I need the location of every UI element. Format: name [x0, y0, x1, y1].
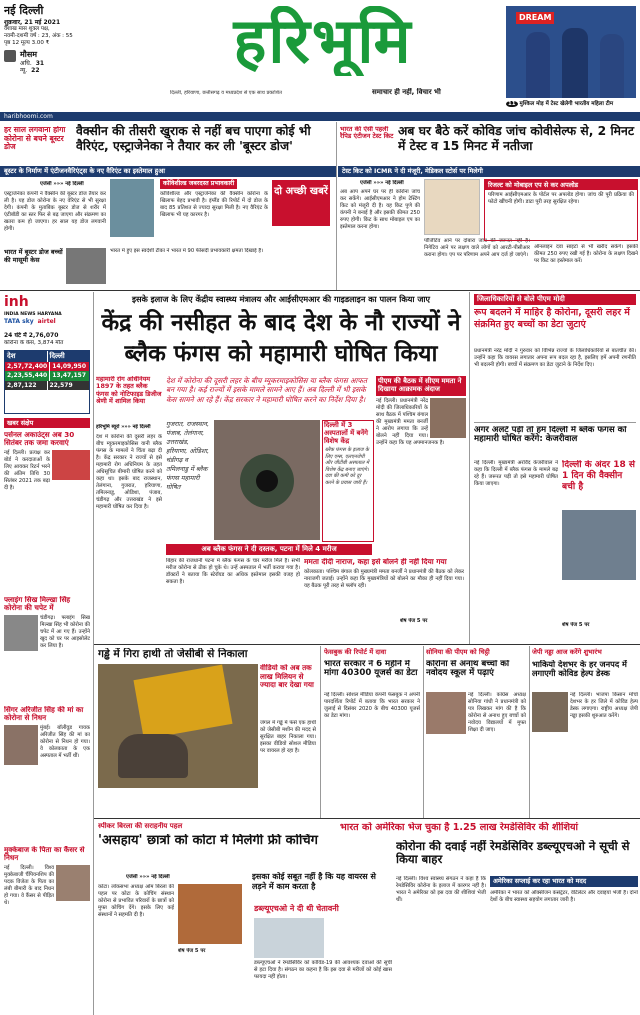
sonia-photo: [426, 692, 466, 734]
player-figure: [600, 34, 624, 98]
lead-side-kicker: महामारी रोग अधिनियम 1897 के तहत ब्लैक फंगस को नोटिफाइड डिजीज श्रेणी में शामिल किया: [96, 376, 162, 406]
covishield-title: कोविशील्ड जबरदस्त प्रभावकारी: [160, 179, 237, 189]
center-body-3: पॉजिटिव आने पर दोबारा जांच की जरूरत नहीं है। निगेटिव आने पर लक्षण वाले लोगों को आरटी-पीसीआर कराना होगा। एप पर परिणाम अपने आप दर्ज हो जाएंगे।: [424, 238, 530, 259]
elephant-photo-text: वीडियो को अब तक लाख मिलियन से ज्यादा बार देखा गया: [260, 664, 314, 690]
stat-delhi-recovered: 13,47,157: [49, 371, 89, 381]
player-figure: [562, 28, 588, 98]
fb-kicker: फेसबुक की रिपोर्ट में दावा: [324, 648, 387, 656]
sonia-body: नई दिल्ली। कांग्रेस अध्यक्ष सोनिया गांधी ने प्रधानमंत्री को पत्र लिखकर मांग की है कि कोरोना से अनाथ हुए बच्चों को नवोदय विद्यालयों में मुफ्त शिक्षा दी जाए।: [468, 692, 526, 734]
sonia-title: कोरोना से अनाथ बच्चों को नवोदय स्कूल में पढ़ाएं: [426, 660, 510, 679]
kejriwal-body: नई दिल्ली। मुख्यमंत्री अरविंद केजरीवाल ने कहा कि दिल्ली में ब्लैक फंगस के मामले बढ़ रहे हैं। जरूरत पड़ी तो इसे महामारी घोषित किया जाएगा।: [474, 460, 558, 488]
delhi-hospital-title: दिल्ली में 3 अस्पतालों में बनेंगे विशेष केंद्र: [324, 421, 368, 445]
covid-stat-line1: 24 घंटे में 2,76,070: [4, 332, 59, 339]
vaccine-photo: [110, 179, 154, 237]
lead-body: देश में कोरोना की दूसरी लहर के बीच म्यूकरमाइकोसिस यानी ब्लैक फंगस के मामलों ने चिंता बढ़ा दी है। केंद्र सरकार ने राज्यों से इसे महामारी रोग अधिनियम के तहत अधिसूचित बीमारी घोषित करने को कहा था। इसके बाद राजस्थान, तेलंगाना, गुजरात, हरियाणा, तमिलनाडु, ओडिशा, पंजाब, चंडीगढ़ और उत्तराखंड ने इसे महामारी घोषित कर दिया है।: [96, 434, 162, 511]
masthead: [0, 0, 640, 112]
covid-stat-line2: कोरोना के केस, 3,874 मौत: [4, 340, 64, 346]
eye-pupil: [256, 470, 278, 492]
lead-kicker: इसके इलाज के लिए केंद्रीय स्वास्थ्य मंत्रालय और आईसीएमआर की गाइडलाइन का पालन किया जाए: [131, 294, 431, 304]
usa-bar: अमेरिका सप्लाई कर रहा भारत को मदद: [490, 876, 638, 887]
kejriwal-photo: [562, 510, 636, 580]
weather-icon: [4, 50, 16, 62]
masthead-info: [4, 4, 124, 112]
masthead-info3: पृष्ठ 12 मूल्य 3.00 ₹: [4, 40, 50, 46]
center-headline: अब घर बैठे करें कोविड जांच कोवीसेल्फ से, 2 मिनट में टेस्ट व 15 मिनट में नतीजा: [398, 124, 635, 153]
center-body-2: अब आप अपने घर पर ही कोरोना जांच कर सकेंगे। आईसीएमआर ने होम टेस्टिंग किट को मंजूरी दी है। यह किट पुणे की कंपनी ने बनाई है और इसकी कीमत 250 रुपए होगी। किट के साथ मोबाइल एप का इस्तेमाल करना होगा।: [340, 189, 420, 231]
brief-2-title: फ्लाइंग सिख मिल्खा सिंह कोरोना की चपेट में: [4, 596, 71, 613]
inh-logo: inh: [4, 294, 29, 310]
birla-photo: [178, 884, 242, 944]
pm-meeting-photo: [430, 398, 466, 438]
airtel-logo: airtel: [37, 318, 56, 325]
masthead-info2: नवमी-दशमी वर्ष : 23, अंक : 55: [4, 33, 73, 40]
red-result-box: [484, 179, 638, 241]
brief-3-body: मुंबई। बॉलीवुड गायक अरिजीत सिंह की मां का कोरोना से निधन हो गया। वे कोलकाता के एक अस्पताल में भर्ती थीं।: [40, 724, 90, 759]
speaker-kicker: स्पीकर बिरला की सराहनीय पहल: [98, 822, 183, 830]
brief-2-body: चंडीगढ़। फ्लाइंग सिख मिल्खा सिंह भी कोरोना की चपेट में आ गए हैं। उन्होंने खुद को घर पर आइसोलेट कर लिया है।: [40, 614, 90, 649]
stat-delhi-total: 14,09,950: [49, 362, 89, 372]
booster-bar: बूस्टर के निर्माण में एंटीजनवैरिएंट्स के नए वैरिएंट का इस्तेमाल हुआ: [0, 166, 336, 177]
masthead-info1: वैशाख मास शुक्ल पक्ष,: [4, 26, 50, 33]
fb-body: नई दिल्ली। सोशल मीडिया कंपनी फेसबुक ने अपनी पारदर्शिता रिपोर्ट में बताया कि भारत सरकार ने जुलाई से दिसंबर 2020 के बीच 40300 यूजर्स का डेटा मांगा।: [324, 692, 420, 720]
speaker-more[interactable]: शेष पेज 5 पर: [178, 948, 206, 954]
brief-3-photo: [4, 725, 38, 765]
brief-1-photo: [52, 450, 90, 480]
jp-kicker: जेपी नड्डा आज करेंगे शुभारंभ: [532, 648, 602, 656]
delhi-hospital-body: ब्लैक फंगस के इलाज के लिए एम्स, एलएनजेपी और जीटीबी अस्पताल में विशेष केंद्र बनाए जाएंगे। दवा की कमी को दूर करने के प्रयास जारी हैं।: [325, 447, 370, 486]
patna-body: बिहार की राजधानी पटना में ब्लैक फंगस के चार मरीज मिले हैं। सभी मरीज कोरोना से ठीक हो चुके थे। उन्हें अस्पताल में भर्ती कराया गया है। डॉक्टरों ने बताया कि स्टेरॉयड का अधिक इस्तेमाल इसकी वजह हो सकता है।: [166, 558, 300, 586]
brief-2-photo: [4, 615, 38, 651]
pm-meeting-body: नई दिल्ली। प्रधानमंत्री नरेंद्र मोदी की जिलाधिकारियों के साथ बैठक में पश्चिम बंगाल की मुख्यमंत्री ममता बनर्जी ने आरोप लगाया कि उन्हें बोलने नहीं दिया गया। उन्होंने कहा कि यह अपमानजनक है।: [376, 397, 445, 446]
inh-ad[interactable]: [4, 294, 92, 318]
speaker-title: 'असहाय' छात्रों को कोटा में मिलेगी फ्री कोचिंग: [98, 834, 318, 848]
stat-desh-recovered: 2,23,55,440: [7, 372, 48, 380]
brief-4-title: मुक्केबाज के पिता का कैंसर से निधन: [4, 846, 85, 863]
website-bar: [0, 112, 640, 121]
cricket-photo: [506, 6, 636, 98]
brief-2: [4, 596, 90, 702]
pm-meeting-title: पीएम की बैठक में सीएम ममता ने दिखाया आक्रामक अंदाज: [376, 376, 466, 396]
child-caption: भारत में बूस्टर डोज बच्चों की मासूमी केस: [4, 248, 63, 264]
speaker-body: कोटा। लोकसभा अध्यक्ष ओम बिरला की पहल पर कोटा के कोचिंग संस्थान कोरोना से प्रभावित परिवारों के छात्रों को मुफ्त कोचिंग देंगे। इसके लिए कई संस्थानों ने सहमति दी है।: [98, 884, 174, 919]
usa-body: नई दिल्ली। विश्व स्वास्थ्य संगठन ने कहा है कि रेमडेसिविर कोरोना के इलाज में कारगर नहीं है। भारत ने अमेरिका को इस दवा की शीशियां भेजी थीं।: [396, 876, 486, 904]
mamata-body: कोलकाता। पश्चिम बंगाल की मुख्यमंत्री ममता बनर्जी ने प्रधानमंत्री की बैठक को लेकर नाराजगी जताई। उन्होंने कहा कि मुख्यमंत्रियों को बोलने का मौका ही नहीं दिया गया। यह बैठक पूरी तरह से फ्लॉप रही।: [304, 568, 464, 589]
patna-bar: अब ब्लैक फंगस ने दी दस्तक, पटना में मिले 4 मरीज: [166, 544, 372, 555]
top-left-kicker: हर साल लगवाना होगा कोरोना से बचने बूस्टर डोज: [4, 126, 66, 152]
jp-body: नई दिल्ली। भाजपा किसान मोर्चा देशभर के हर जिले में कोविड हेल्प डेस्क लगाएगा। राष्ट्रीय अध्यक्ष जेपी नड्डा इसकी शुरुआत करेंगे।: [570, 692, 638, 720]
jcb-shape: [133, 665, 232, 740]
fb-title: भारत सरकार ने 6 महीने में मांगा 40300 यूजर्स का डेटा: [324, 660, 418, 679]
brief-4-photo: [56, 865, 90, 901]
red-result-body: परिणाम आईसीएमआर के पोर्टल पर अपलोड होगा। जांच की पूरी प्रक्रिया की फोटो खींचनी होगी। डाटा पूरी तरह सुरक्षित रहेगा।: [488, 192, 634, 206]
logo-sub: दिल्ली, हरियाणा, छत्तीसगढ़ व मध्यप्रदेश से एक साथ प्रकाशित: [170, 90, 282, 96]
right-body: प्रधानमंत्री नरेंद्र मोदी ने गुरुवार को विभिन्न राज्यों के जिलाधिकारियों से बातचीत की। उन्होंने कहा कि वायरस लगातार अपना रूप बदल रहा है, इसलिए हमें अपनी रणनीति भी बदलनी होगी। बच्चों में संक्रमण का डेटा जुटाने के निर्देश दिए।: [474, 348, 636, 369]
right-headline: रूप बदलने में माहिर है कोरोना, दूसरी लहर में संक्रमित हुए बच्चों का डेटा जुटाएं: [474, 307, 630, 331]
elephant-title: गड्ढे में गिरा हाथी तो जेसीबी से निकाला: [98, 648, 248, 660]
stat-desh-deaths: 2,87,122: [5, 381, 47, 391]
lead-byline: हरिभूमि ब्यूरो »»» नई दिल्ली: [96, 424, 151, 430]
covishield-body: कोविशील्ड और एस्ट्राजेनेका की वैक्सीन कोरोना के खिलाफ बेहद प्रभावी है। इंग्लैंड की रिपोर्ट में दो डोज के बाद 85 प्रतिशत से ज्यादा सुरक्षा मिली है। नए वैरिएंट के खिलाफ भी यह कारगर है।: [160, 190, 268, 218]
logo: हरिभूमि: [233, 6, 413, 76]
news-brief-label: खबर संक्षेप: [4, 418, 90, 428]
lead-italic-intro: देश में कोरोना की दूसरी लहर के बीच म्यूकरमाइकोसिस या ब्लैक फंगस आफत बन गया है। कई राज्यों में इसके मामले सामने आए हैं। अब दिल्ली में भी इसके केस सामने आ रहे हैं। केंद्र सरकार ने महामारी घोषित करने का निर्देश दिया है।: [166, 376, 367, 404]
pm-modi-kicker: जिलाधिकारियों से बोले पीएम मोदी: [474, 294, 636, 305]
top-byline-1: एजेंसी »»» नई दिल्ली: [40, 181, 84, 187]
elephant-body: जंगल में गड्ढे में फंसे एक हाथी को जेसीबी मशीन की मदद से सुरक्षित बाहर निकाला गया। इसका वीडियो सोशल मीडिया पर वायरल हो रहा है।: [260, 720, 316, 755]
mamata-title: ममता दीदी नाराज, कहा इसे बोलने ही नहीं दिया गया: [304, 558, 447, 566]
who-warning: डब्ल्यूएचओ ने दी थी चेतावनी: [254, 904, 339, 913]
photo-caption-text: मुश्किल मोड़ में टेस्ट खेलेगी भारतीय महिला टीम: [519, 100, 614, 107]
child-photo: [66, 248, 106, 284]
usa-title: भारत को अमेरिका भेज चुका है 1.25 लाख रेमडेसिविर की शीशियां: [340, 822, 579, 833]
center-bar: टेस्ट किट को ICMR ने दी मंजूरी, मेडिकल स्टोर्स पर मिलेगी: [338, 166, 640, 177]
right-more[interactable]: शेष पेज 5 पर: [562, 622, 590, 628]
weather-min: 22: [31, 67, 40, 75]
lead-more[interactable]: शेष पेज 5 पर: [400, 618, 428, 624]
speaker-byline: एजेंसी »»» नई दिल्ली: [126, 874, 170, 880]
masthead-date: शुक्रवार, 21 मई 2021: [4, 18, 61, 26]
mamata-box: [304, 558, 464, 624]
website-link[interactable]: haribhoomi.com: [4, 113, 53, 120]
center-kicker: भारत की ऐसी पहली रैपिड एंटीजन टेस्ट किट: [340, 126, 394, 141]
weather-max: 31: [35, 59, 45, 67]
stat-delhi-label: दिल्ली: [47, 351, 90, 362]
brief-3-title: सिंगर अरिजीत सिंह की मां का कोरोना से निधन: [4, 706, 84, 723]
who-title: कोरोना की दवाई नहीं रेमडेसिविर डब्ल्यूएचओ ने सूची से किया बाहर: [396, 840, 630, 866]
inh-sub: INDIA NEWS HARYANA: [4, 311, 62, 317]
red-result-title: रिजल्ट को मोबाइल एप से कर अपलोड: [485, 180, 637, 190]
player-figure: [526, 32, 550, 98]
usa-bar-body: अमेरिका ने भारत को ऑक्सीजन कंसंट्रेटर, वेंटिलेटर और दवाइयां भेजी हैं। दोनों देशों के बीच स्वास्थ्य सहयोग लगातार जारी है।: [490, 890, 638, 904]
good-news-badge: दो अच्छी खबरें: [272, 180, 330, 226]
center-right-body: ऑनलाइन दवा साइटों से भी खरीद सकेंगे। इसकी कीमत 250 रुपए रखी गई है। कोरोना के लक्षण दिखने पर किट का इस्तेमाल करें।: [534, 244, 638, 265]
covid-stats-table: [4, 350, 90, 414]
top-main-headline: वैक्सीन की तीसरी खुराक से नहीं बच पाएगा कोई भी वैरिएंट, एस्ट्राजेनेका ने तैयार कर ली 'बूस्टर डोज': [76, 124, 311, 153]
test-kit-photo: [424, 179, 480, 235]
sonia-kicker: सोनिया की पीएम को चिट्ठी: [426, 648, 490, 656]
stat-desh-label: देश: [5, 351, 47, 362]
brief-4-body: नई दिल्ली। विश्व मुक्केबाजी चैंपियनशिप की पदक विजेता के पिता का लंबी बीमारी के बाद निधन हो गया। वे कैंसर से पीड़ित थे।: [4, 864, 54, 906]
elephant-shape: [118, 734, 188, 778]
brief-3: [4, 706, 90, 834]
stat-desh-total: 2,57,72,400: [7, 362, 48, 370]
pm-meeting-box: [376, 376, 466, 556]
photo-caption: [506, 99, 640, 109]
brief-1-body: नई दिल्ली। प्रत्यक्ष कर बोर्ड ने करदाताओं के लिए आयकर रिटर्न भरने की अंतिम तिथि 30 सितंबर 2021 तक बढ़ा दी है।: [4, 449, 50, 491]
jp-title: भाकियो देशभर के हर जनपद में लगाएगी कोविड हेल्प डेस्क: [532, 660, 627, 679]
weather-min-label: न्यू.: [20, 67, 28, 75]
lead-states-list: गुजरात, राजस्थान, पंजाब, तेलंगाना, उत्तराखंड, हरियाणा, ओडिशा, चंडीगढ़ व तमिलनाडु में ब्लैक फंगस महामारी घोषित: [166, 420, 210, 491]
delhi-vaccine-box: दिल्ली के अंदर 18 से 1 दिन की वैक्सीन बची है: [562, 460, 635, 492]
masthead-city: नई दिल्ली: [4, 4, 44, 17]
remdesivir-photo: [254, 918, 324, 958]
covishield-box: [160, 179, 268, 249]
lead-headline: केंद्र की नसीहत के बाद देश के नौ राज्यों ने ब्लैक फंगस को महामारी घोषित किया: [101, 310, 461, 368]
who-body: डब्ल्यूएचओ ने रेमडेसिविर को कोविड-19 की आवश्यक दवाओं की सूची से हटा दिया है। संगठन का कहना है कि इस दवा से मरीजों को कोई खास फायदा नहीं होता।: [254, 960, 392, 981]
weather-box: [4, 50, 124, 75]
brief-4: [4, 846, 90, 1012]
top-caption: भारत में हुए इस स्वदेशी टीका ने भारत में 90 फीसदी प्रभावकारी क्षमता दिखाई है।: [110, 248, 264, 254]
kejriwal-headline: अगर अलर्ट पड़ी तो हम दिल्ली में ब्लैक फंगस को महामारी घोषित करेंगे: केजरीवाल: [474, 426, 627, 445]
brief-1-title: पर्सनल अकाउंट्स अब 30 सितंबर तक जमा करवाएं: [4, 431, 75, 448]
dth-ads: [4, 318, 92, 330]
tagline: समाचार ही नहीं, विचार भी: [372, 88, 441, 96]
center-byline: एजेंसी »»» नई दिल्ली: [360, 180, 404, 186]
weather-max-label: अधि.: [20, 59, 32, 67]
delhi-hospital-box: [322, 420, 374, 542]
black-fungus-photo: [214, 420, 320, 540]
remdesivir-quote: इसका कोई सबूत नहीं है कि यह वायरस से लड़ने में काम करता है: [252, 872, 376, 891]
jp-photo: [532, 692, 568, 732]
tatasky-logo: TATA sky: [4, 318, 34, 325]
photo-caption-num: 11: [508, 100, 516, 107]
photo-hoarding: DREAM: [516, 12, 554, 24]
elephant-photo: [98, 664, 258, 788]
top-body-1: एस्ट्राजेनेका कंपनी ने वैक्सीन की बूस्टर डोज तैयार कर ली है। यह डोज कोरोना के नए वेरिएंट से भी सुरक्षा देगी। कंपनी के मुताबिक बूस्टर डोज से शरीर में एंटीबॉडी का स्तर फिर से बढ़ जाएगा और संक्रमण का खतरा कम हो जाएगा। हर साल यह डोज लगवानी होगी।: [4, 191, 106, 233]
weather-label: मौसम: [20, 49, 38, 59]
stat-delhi-deaths: 22,579: [47, 381, 90, 391]
brief-1: [4, 431, 90, 583]
